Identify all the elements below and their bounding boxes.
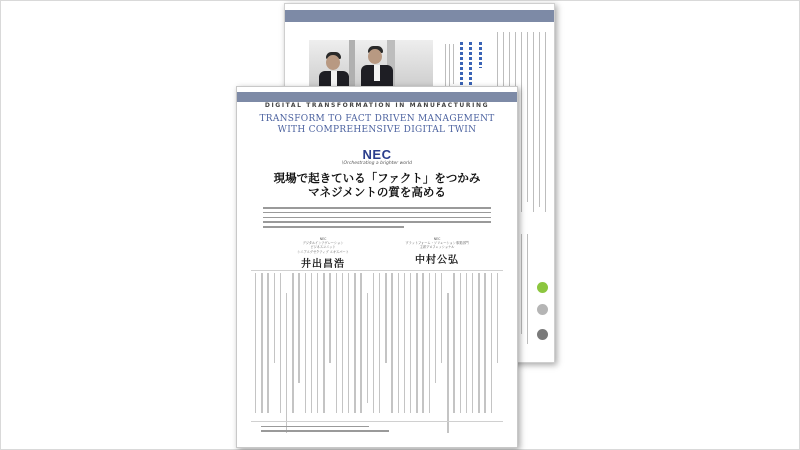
text-column-line xyxy=(280,273,281,413)
text-column-line xyxy=(453,273,454,413)
speaker-left xyxy=(273,237,373,270)
text-column-line xyxy=(466,273,467,413)
body-text-columns xyxy=(251,273,503,419)
dark-circle-icon xyxy=(537,329,548,340)
text-column-line xyxy=(336,273,337,413)
text-column-line xyxy=(286,293,287,433)
nec-logo: NEC xyxy=(362,147,392,162)
japanese-title xyxy=(237,171,517,199)
divider xyxy=(251,421,503,422)
speaker-right-role: 主席プロフェッショナル xyxy=(419,245,455,250)
text-column-line xyxy=(391,273,392,413)
text-column-line xyxy=(398,273,399,413)
lead-paragraph xyxy=(263,207,491,228)
text-column-line xyxy=(323,273,324,413)
speaker-left-dept: デジタルインテグレーション xyxy=(302,241,344,246)
divider xyxy=(251,270,503,271)
speaker-left-role: シニアエグゼクティブ エキスパート xyxy=(297,249,349,254)
speaker-right-org: NEC xyxy=(433,237,441,241)
text-column-line xyxy=(416,273,417,413)
gray-circle-icon xyxy=(537,304,548,315)
text-column-line xyxy=(422,273,423,413)
text-column-line xyxy=(435,273,436,383)
text-column-line xyxy=(317,273,318,413)
green-circle-icon xyxy=(537,282,548,293)
english-title-line1: TRANSFORM TO FACT DRIVEN MANAGEMENT xyxy=(259,114,495,124)
text-column-line xyxy=(460,273,461,413)
text-column-line xyxy=(379,273,380,413)
text-column-line xyxy=(497,273,498,363)
front-header-bar xyxy=(237,92,517,102)
text-column-line xyxy=(491,273,492,413)
text-column-line xyxy=(472,273,473,413)
text-column-line xyxy=(441,273,442,363)
text-column-line xyxy=(305,273,306,413)
text-column-line xyxy=(342,273,343,413)
english-title xyxy=(237,114,517,136)
text-column-line xyxy=(255,273,256,413)
text-column-line xyxy=(429,273,430,413)
japanese-title-line2: マネジメントの質を高める xyxy=(308,185,446,199)
text-column-line xyxy=(404,273,405,413)
text-column-line xyxy=(311,273,312,413)
text-column-line xyxy=(367,293,368,403)
credits xyxy=(261,426,411,432)
text-column-line xyxy=(484,273,485,413)
text-column-line xyxy=(298,273,299,383)
english-title-line2: WITH COMPREHENSIVE DIGITAL TWIN xyxy=(277,125,477,135)
text-column-line xyxy=(261,273,262,413)
text-column-line xyxy=(385,273,386,363)
text-column-line xyxy=(354,273,355,413)
text-column-line xyxy=(292,273,293,413)
speaker-left-dept2: ビジネスユニット xyxy=(310,245,336,250)
text-column-line xyxy=(447,293,448,433)
back-blue-caption xyxy=(469,42,472,90)
back-header-bar xyxy=(285,10,554,22)
kicker: DIGITAL TRANSFORMATION IN MANUFACTURING xyxy=(264,102,490,109)
text-column-line xyxy=(360,273,361,413)
text-column-line xyxy=(267,273,268,413)
back-blue-caption xyxy=(479,42,482,68)
text-column-line xyxy=(329,273,330,363)
back-blue-caption xyxy=(460,42,463,90)
text-column-line xyxy=(348,273,349,413)
speaker-right-name: 中村公弘 xyxy=(415,254,459,266)
text-column-line xyxy=(478,273,479,413)
text-column-line xyxy=(410,273,411,413)
speaker-left-name: 井出昌浩 xyxy=(301,258,345,270)
front-article-page xyxy=(236,86,518,448)
tagline: \Orchestrating a brighter world xyxy=(342,161,412,166)
speaker-right-dept: プラットフォーム・ソリューション事業部門 xyxy=(405,241,469,246)
speaker-right xyxy=(387,237,487,266)
text-column-line xyxy=(373,273,374,413)
text-column-line xyxy=(274,273,275,363)
speaker-left-org: NEC xyxy=(319,237,327,241)
japanese-title-line1: 現場で起きている「ファクト」をつかみ xyxy=(273,171,481,185)
